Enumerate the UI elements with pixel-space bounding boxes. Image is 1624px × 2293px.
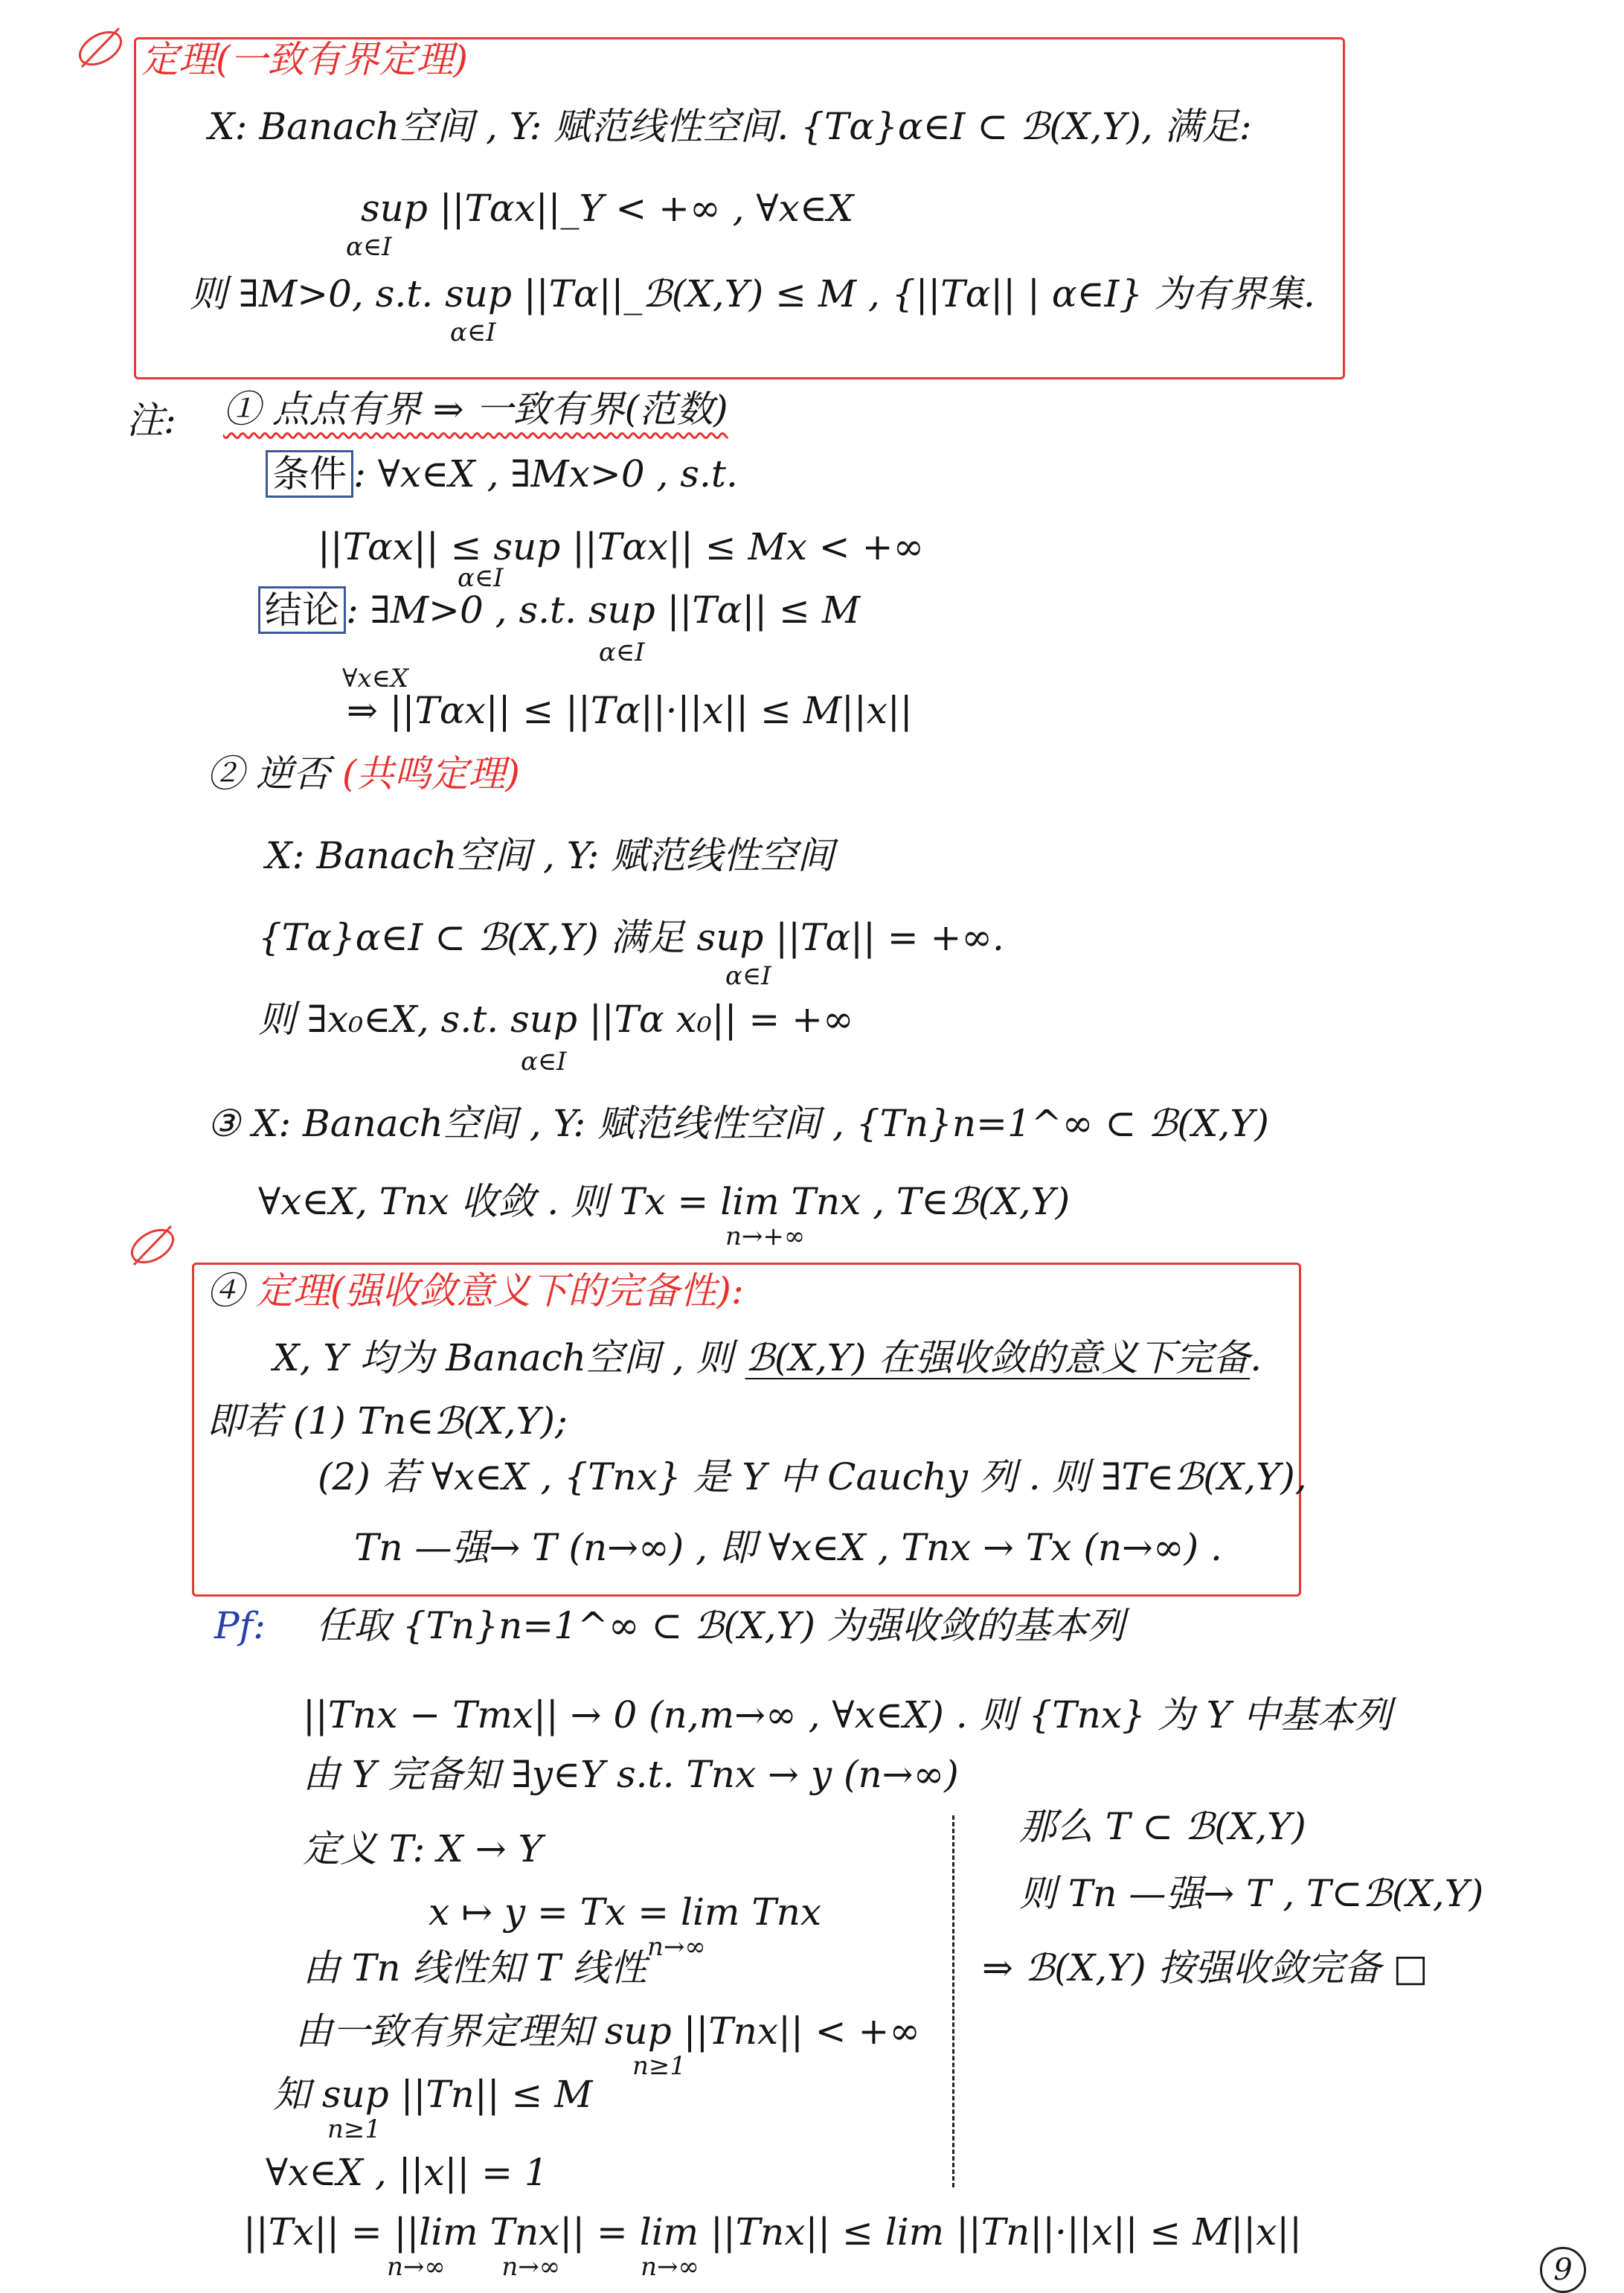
theorem-4-title xyxy=(207,1269,744,1312)
proof-line: ||Tx|| = ||lim Tnx|| = lim ||Tnx|| ≤ lim ||Tn||·||x|| ≤ M||x|| xyxy=(243,2210,1302,2254)
proof-line: x ↦ y = Tx = lim Tnx xyxy=(429,1890,822,1934)
subscript: n→∞ xyxy=(647,1932,706,1962)
subscript: n→+∞ xyxy=(725,1222,806,1251)
subscript: α∈I xyxy=(521,1047,567,1077)
period: . xyxy=(1250,1336,1262,1379)
implication-line: ⇒ ||Tαx|| ≤ ||Tα||·||x|| ≤ M||x|| xyxy=(347,689,913,732)
subscript: α∈I xyxy=(346,232,392,262)
note-2-label: ② 逆否 xyxy=(207,752,330,795)
proof-right-line: 那么 T ⊂ ℬ(X,Y) xyxy=(1019,1805,1306,1848)
condition-text: : ∀x∈X , ∃Mx>0 , s.t. xyxy=(353,452,738,496)
subscript: α∈I xyxy=(725,961,771,991)
note-2-red-label: (共鸣定理) xyxy=(341,752,520,795)
proof-line: 知 sup ||Tn|| ≤ M xyxy=(273,2073,593,2116)
note-2-line: 则 ∃x₀∈X, s.t. sup ||Tα x₀|| = +∞ xyxy=(258,998,854,1041)
theorem-4-line: (2) 若 ∀x∈X , {Tnx} 是 Y 中 Cauchy 列 . 则 ∃T∈ℬ(X,Y), xyxy=(318,1455,1307,1498)
proof-line: ||Tnx − Tmx|| → 0 (n,m→∞ , ∀x∈X) . 则 {Tnx} 为 Y 中基本列 xyxy=(303,1693,1392,1736)
proof-right-line: ⇒ ℬ(X,Y) 按强收敛完备 □ xyxy=(982,1946,1428,1989)
theorem-line: X: Banach空间 , Y: 赋范线性空间. {Tα}α∈I ⊂ ℬ(X,Y), 满足: xyxy=(208,105,1252,148)
note-1-title: ① 点点有界 ⇒ 一致有界(范数) xyxy=(223,388,728,431)
condition-ineq: ||Tαx|| ≤ sup ||Tαx|| ≤ Mx < +∞ xyxy=(318,525,925,568)
proof-label: Pf: xyxy=(214,1604,266,1647)
theorem-line: 则 ∃M>0, s.t. sup ||Tα||_ℬ(X,Y) ≤ M , {||Tα|| | α∈I} 为有界集. xyxy=(190,272,1315,315)
proof-line: 由 Y 完备知 ∃y∈Y s.t. Tnx → y (n→∞) xyxy=(303,1753,959,1796)
overscript: ∀x∈X xyxy=(342,664,409,693)
condition-line xyxy=(266,452,738,496)
note-2-line: {Tα}α∈I ⊂ ℬ(X,Y) 满足 sup ||Tα|| = +∞. xyxy=(258,916,1004,959)
subscript: α∈I xyxy=(450,318,496,347)
conclusion-text: : ∃M>0 , s.t. sup ||Tα|| ≤ M xyxy=(346,589,861,632)
proof-right-line: 则 Tn —强→ T , T⊂ℬ(X,Y) xyxy=(1019,1872,1484,1915)
note-3-line: ③ X: Banach空间 , Y: 赋范线性空间 , {Tn}n=1^∞ ⊂ ℬ(X,Y) xyxy=(207,1102,1269,1145)
proof-line: 由一致有界定理知 sup ||Tnx|| < +∞ xyxy=(295,2010,921,2053)
note-2-line: X: Banach空间 , Y: 赋范线性空间 xyxy=(266,834,835,877)
subscript: n→∞ n→∞ n→∞ xyxy=(387,2252,699,2282)
conclusion-tag: 结论 xyxy=(258,586,346,634)
theorem-4-line: Tn —强→ T (n→∞) , 即 ∀x∈X , Tnx → Tx (n→∞) . xyxy=(354,1526,1222,1569)
theorem-line: sup ||Tαx||_Y < +∞ , ∀x∈X xyxy=(361,187,854,230)
note-2-title xyxy=(207,752,520,795)
subscript: α∈I xyxy=(458,563,504,593)
star-mark-icon xyxy=(74,22,126,74)
theorem-4-title-text: 定理(强收敛意义下的完备性): xyxy=(255,1269,744,1312)
column-divider xyxy=(952,1815,954,2187)
note-label: 注: xyxy=(126,399,176,442)
star-mark-icon xyxy=(126,1220,179,1272)
proof-line: 任取 {Tn}n=1^∞ ⊂ ℬ(X,Y) 为强收敛的基本列 xyxy=(316,1604,1125,1647)
conclusion-line xyxy=(258,589,861,632)
note-3-line: ∀x∈X, Tnx 收敛 . 则 Tx = lim Tnx , T∈ℬ(X,Y) xyxy=(258,1180,1071,1223)
subscript: n≥1 xyxy=(632,2051,687,2081)
proof-line: 由 Tn 线性知 T 线性 xyxy=(303,1946,647,1989)
theorem-4-number: ④ xyxy=(207,1269,244,1312)
theorem-title: 定理(一致有界定理) xyxy=(141,38,469,81)
theorem-4-text: X, Y 均为 Banach空间 , 则 xyxy=(273,1336,745,1379)
theorem-4-underlined: ℬ(X,Y) 在强收敛的意义下完备 xyxy=(745,1336,1251,1379)
theorem-4-line: 即若 (1) Tn∈ℬ(X,Y); xyxy=(207,1399,568,1443)
subscript: α∈I xyxy=(599,638,645,667)
condition-tag: 条件 xyxy=(266,450,353,498)
theorem-4-line xyxy=(273,1336,1262,1379)
page-number: 9 xyxy=(1540,2247,1586,2293)
subscript: n≥1 xyxy=(327,2114,382,2144)
proof-line: 定义 T: X → Y xyxy=(303,1827,543,1870)
proof-line: ∀x∈X , ||x|| = 1 xyxy=(266,2151,548,2194)
